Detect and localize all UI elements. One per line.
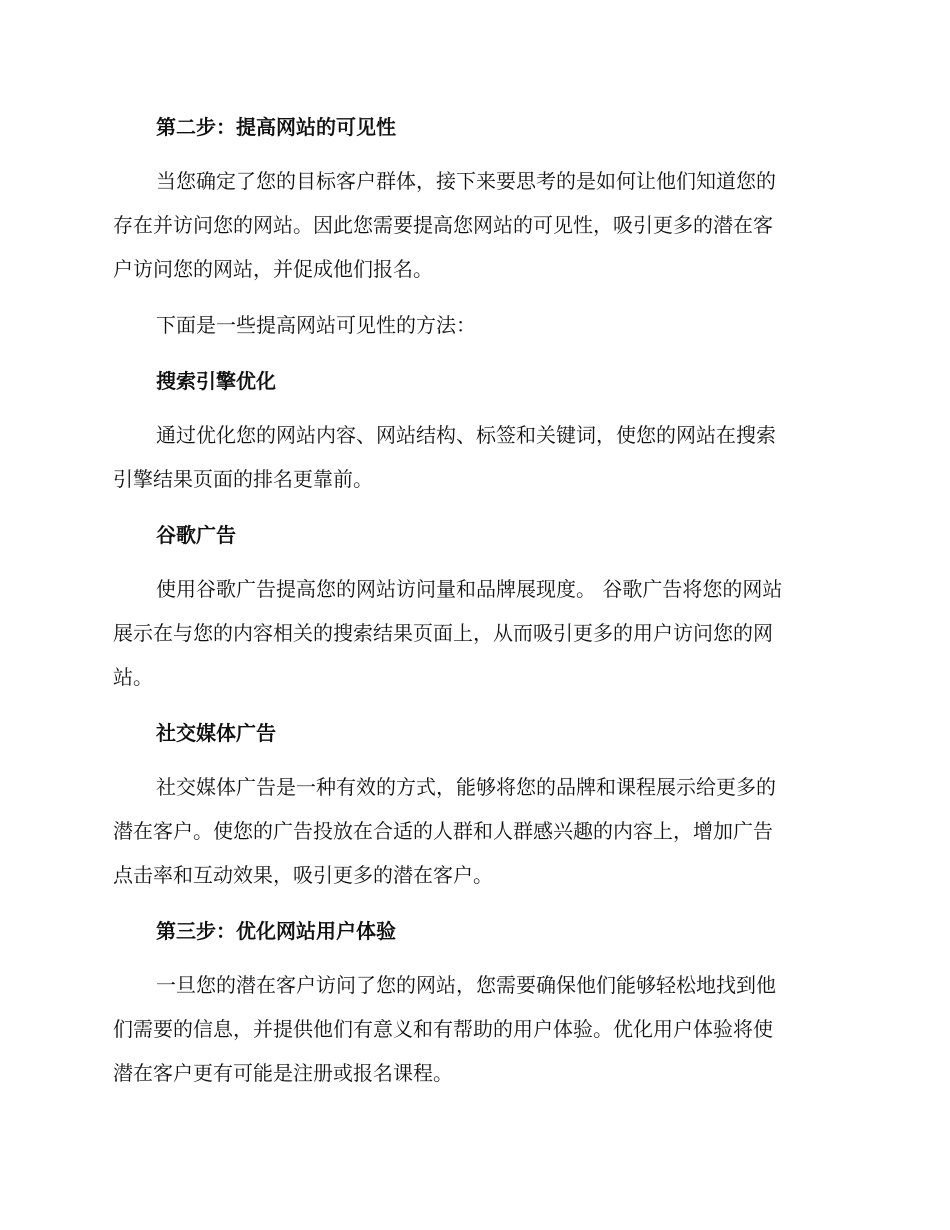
social-ads-paragraph bbox=[113, 765, 833, 897]
text-line: 下面是一些提高网站可见性的方法： bbox=[156, 313, 476, 337]
text-line: 社交媒体广告是一种有效的方式，能够将您的品牌和课程展示给更多的 bbox=[156, 775, 776, 799]
google-ads-paragraph bbox=[113, 567, 833, 699]
social-ads-heading: 社交媒体广告 bbox=[156, 721, 276, 745]
text-line: 使用谷歌广告提高您的网站访问量和品牌展现度。 谷歌广告将您的网站 bbox=[156, 577, 783, 601]
text-line: 户访问您的网站，并促成他们报名。 bbox=[113, 257, 433, 281]
text-line: 点击率和互动效果，吸引更多的潜在客户。 bbox=[113, 863, 493, 887]
step2-paragraph bbox=[113, 159, 833, 291]
text-line: 展示在与您的内容相关的搜索结果页面上，从而吸引更多的用户访问您的网 bbox=[113, 621, 773, 645]
text-line: 一旦您的潜在客户访问了您的网站，您需要确保他们能够轻松地找到他 bbox=[156, 973, 776, 997]
seo-paragraph bbox=[113, 413, 833, 501]
text-line: 引擎结果页面的排名更靠前。 bbox=[113, 467, 373, 491]
text-line: 当您确定了您的目标客户群体，接下来要思考的是如何让他们知道您的 bbox=[156, 169, 776, 193]
text-line: 潜在客户。使您的广告投放在合适的人群和人群感兴趣的内容上，增加广告 bbox=[113, 819, 773, 843]
document-body bbox=[113, 105, 833, 1095]
methods-intro bbox=[113, 303, 833, 347]
text-line: 们需要的信息，并提供他们有意义和有帮助的用户体验。优化用户体验将使 bbox=[113, 1017, 773, 1041]
step3-heading: 第三步：优化网站用户体验 bbox=[156, 919, 396, 943]
step3-paragraph bbox=[113, 963, 833, 1095]
text-line: 通过优化您的网站内容、网站结构、标签和关键词，使您的网站在搜索 bbox=[156, 423, 776, 447]
step2-heading: 第二步：提高网站的可见性 bbox=[156, 115, 396, 139]
seo-heading: 搜索引擎优化 bbox=[156, 369, 276, 393]
text-line: 存在并访问您的网站。因此您需要提高您网站的可见性，吸引更多的潜在客 bbox=[113, 213, 773, 237]
google-ads-heading: 谷歌广告 bbox=[156, 523, 236, 547]
text-line: 潜在客户更有可能是注册或报名课程。 bbox=[113, 1061, 453, 1085]
text-line: 站。 bbox=[113, 665, 153, 689]
